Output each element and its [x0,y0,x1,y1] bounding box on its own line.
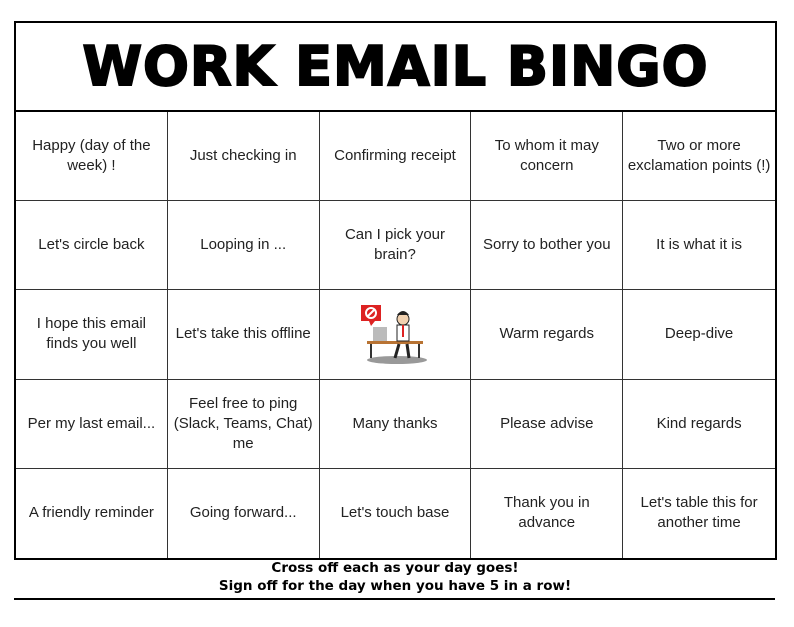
bingo-cell[interactable] [623,201,775,290]
bingo-cell-text: Many thanks [352,414,438,432]
bingo-cell[interactable] [168,380,320,469]
bingo-cell[interactable] [168,112,320,201]
bingo-cell[interactable] [623,380,775,469]
bingo-cell-text: Deep-dive [664,325,734,343]
bingo-cell[interactable] [623,469,775,558]
bingo-cell-text: Two or more exclamation points (!) [627,137,771,175]
bingo-cell[interactable] [320,380,472,469]
bingo-cell[interactable] [168,201,320,290]
bingo-cell[interactable] [471,290,623,379]
bingo-cell-text: Warm regards [499,325,595,343]
bingo-cell[interactable] [320,112,472,201]
divider [14,598,775,600]
bingo-cell-text: Thank you in advance [503,494,590,532]
bingo-card [14,21,777,560]
bingo-cell-text: Just checking in [189,147,297,165]
bingo-cell-text: Per my last email... [27,414,156,432]
bingo-cell[interactable] [16,469,168,558]
bingo-cell-text: Looping in ... [200,236,287,254]
bingo-cell[interactable] [16,201,168,290]
frustrated-worker-icon [359,303,431,365]
bingo-cell[interactable] [16,112,168,201]
bingo-cell[interactable] [471,380,623,469]
bingo-cell[interactable] [16,290,168,379]
bingo-cell[interactable] [623,290,775,379]
bingo-cell[interactable] [168,290,320,379]
bingo-cell-text: Happy (day of the week) ! [32,137,151,175]
bingo-cell-text: Let's circle back [38,236,145,254]
bingo-free-space[interactable] [320,290,472,379]
bingo-cell[interactable] [623,112,775,201]
bingo-cell-text: Please advise [500,414,594,432]
bingo-cell-text: It is what it is [656,236,743,254]
instruction-line-1: Cross off each as your day goes! [271,560,519,576]
bingo-cell-text: A friendly reminder [28,504,154,522]
bingo-cell[interactable] [471,112,623,201]
bingo-cell-text: Confirming receipt [334,147,456,165]
bingo-cell-text: Let's touch base [340,504,450,522]
instruction-line-2: Sign off for the day when you have 5 in a row! [218,578,572,594]
bingo-cell[interactable] [168,469,320,558]
bingo-cell-text: Going forward... [189,504,297,522]
bingo-cell-text: Let's table this for another time [640,494,758,532]
bingo-cell-text: Can I pick your brain? [344,226,446,264]
bingo-cell[interactable] [471,469,623,558]
bingo-cell-text: I hope this email finds you well [36,315,147,353]
bingo-cell[interactable] [471,201,623,290]
instructions [0,559,790,595]
bingo-cell-text: Kind regards [656,414,742,432]
bingo-cell-text: Sorry to bother you [483,236,611,254]
page-title: WORK EMAIL BINGO [16,23,775,112]
bingo-cell[interactable] [16,380,168,469]
bingo-cell-text: Feel free to ping (Slack, Teams, Chat) me [173,394,313,452]
bingo-cell-text: Let's take this offline [175,325,311,343]
bingo-cell[interactable] [320,469,472,558]
bingo-cell[interactable] [320,201,472,290]
bingo-grid [16,112,775,558]
bingo-cell-text: To whom it may concern [494,137,599,175]
